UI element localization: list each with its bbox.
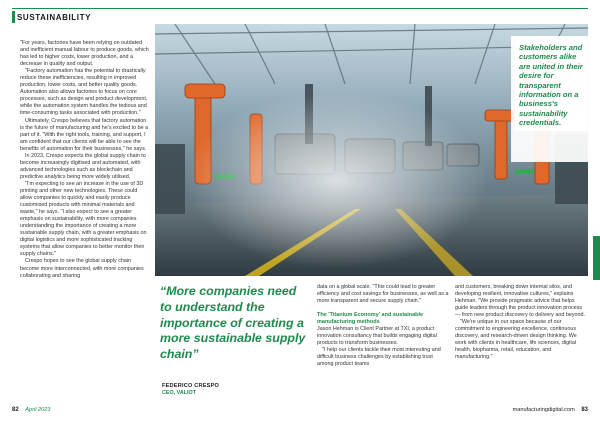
footer-left — [12, 407, 50, 413]
section-marker — [12, 11, 15, 23]
middle-column — [317, 284, 449, 368]
page-number-right: 83 — [581, 407, 588, 413]
issue-date: April 2023 — [25, 407, 51, 413]
paragraph: "For years, factories have been relying on outdated and inefficient manual labour to produce goods, which has led to higher costs, lower production, and a decrease in quality and output. — [20, 40, 149, 68]
paragraph: data on a global scale. "This could lead to greater efficiency and cost savings for businesses, as well as a more transparent and secure supply chain." — [317, 284, 449, 305]
subheading: The 'Titanium Economy' and sustainable manufacturing methods — [317, 312, 424, 326]
header-rule — [12, 8, 588, 9]
section-title: SUSTAINABILITY — [17, 13, 92, 22]
left-column — [20, 40, 150, 280]
footer-right — [513, 407, 588, 413]
paragraph: Crespo hopes to see the global supply chain become more interconnected, with more companies collaborating and sharing — [20, 258, 144, 279]
pull-quote: “More companies need to understand the importance of creating a more sustainable supply chain” — [160, 284, 306, 362]
right-column — [455, 284, 588, 362]
paragraph: "I help our clients tackle their most interesting and difficult business challenges by establishing trust among product teams — [317, 347, 441, 368]
page-number-left: 82 — [12, 407, 19, 413]
paragraph: "Factory automation has the potential to drastically reduce these inefficiencies, resulting in improved production, lower costs, and better quality goods. Automation also allows factories to focus on core processes, such as design and product development, while the automation system handles the tedious and time-consuming tasks associated with production." — [20, 68, 148, 117]
site-url: manufacturingdigital.com — [512, 407, 575, 413]
paragraph: "I'm expecting to see an increase in the use of 3D printing and other new technologies. These could allow companies to quickly and easily produce customised products with minimal materials and waste," he says. "I also expect to see a greater emphasis on sustainability, with more companies understanding the importance of creating a more sustainable supply chain, with a greater emphasis on digital logistics and more sophisticated tracking systems that allow companies to better monitor their supply chains." — [20, 180, 147, 258]
page-edge-tab — [593, 236, 600, 280]
quote-attribution-name: FEDERICO CRESPO — [162, 383, 220, 389]
paragraph: "We're unique in our space because of our commitment to engineering excellence, continuous discovery, and research-driven design thinking. We work with clients in healthcare, life sciences, digital health, biopharma, retail, education, and manufacturing." — [455, 319, 577, 361]
paragraph: Ultimately, Crespo believes that factory automation is the future of manufacturing and he's excited to be a part of it. "With the right tools, training, and support, I am confident that our clients will be able to see the benefits of automation for their businesses," he says. — [20, 117, 149, 152]
paragraph: In 2023, Crespo expects the global supply chain to become increasingly digitised and automated, with advanced technologies such as blockchain and predictive analytics being more widely utilised. — [20, 152, 146, 180]
quote-attribution-role: CEO, VALIOT — [162, 390, 197, 396]
paragraph: and customers, breaking down internal silos, and developing resilient, innovative cultures," explains Hehman. "We provide pragmatic advice that helps guide leaders through the product innovation process — from new product discovery to delivery and beyond. — [455, 284, 586, 319]
paragraph: Jason Hehman is Client Partner at TXI, a product innovation consultancy that builds engaging digital products to transform businesses. — [317, 326, 437, 347]
callout-text: Stakeholders and customers alike are united in their desire for transparent information on a business's sustainability credentials. — [515, 40, 587, 131]
